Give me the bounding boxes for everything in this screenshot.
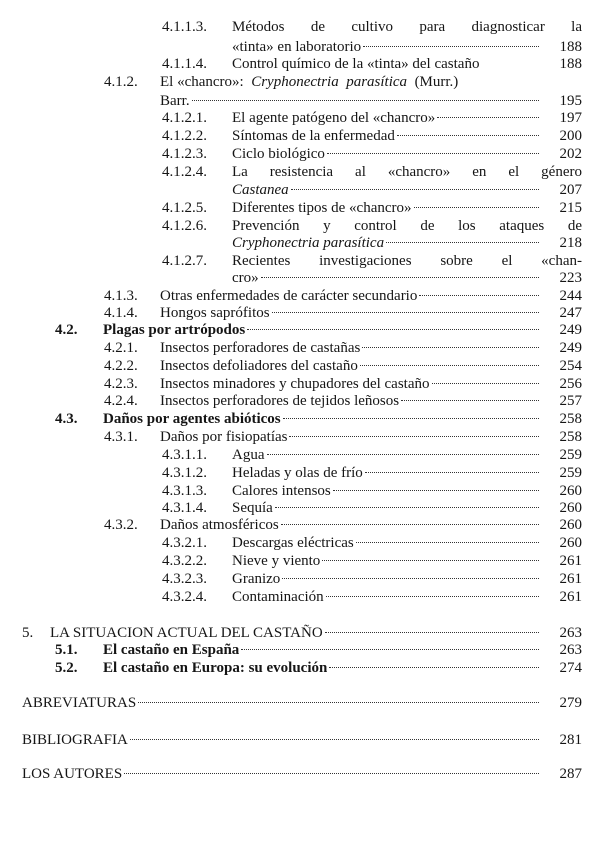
toc-entry-title: El castaño en España: [103, 642, 240, 658]
toc-entry-number: 4.2.4.: [104, 393, 138, 409]
toc-entry-number: 4.2.3.: [104, 376, 138, 392]
toc-entry-page: 188: [559, 39, 582, 55]
toc-entry-title: Control químico de la «tinta» del castaño: [232, 56, 480, 72]
dot-leader: [124, 773, 539, 774]
toc-entry-number: 4.1.2.3.: [162, 146, 207, 162]
toc-entry-number: 4.3.2.3.: [162, 571, 207, 587]
toc-entry-number: 4.1.2.1.: [162, 110, 207, 126]
dot-leader: [247, 329, 539, 330]
toc-entry-page: 258: [559, 411, 582, 427]
toc-entry[interactable]: [0, 54, 600, 74]
toc-entry-title: Insectos defoliadores del castaño: [160, 358, 358, 374]
toc-entry-number: 4.1.2.: [104, 74, 138, 90]
toc-entry-page: 254: [559, 358, 582, 374]
dot-leader: [329, 667, 539, 668]
toc-entry-title: Barr.: [160, 93, 190, 109]
toc-entry-page: 281: [559, 732, 582, 748]
toc-entry-page: 247: [559, 305, 582, 321]
toc-entry-number: 4.3.2.: [104, 517, 138, 533]
toc-entry-title: Calores intensos: [232, 483, 331, 499]
dot-leader: [283, 418, 539, 419]
toc-entry[interactable]: [0, 569, 600, 589]
toc-entry-title: Insectos perforadores de tejidos leñosos: [160, 393, 400, 409]
dot-leader: [282, 578, 539, 579]
toc-chapter[interactable]: [0, 730, 600, 750]
dot-leader: [192, 100, 539, 101]
toc-chapter[interactable]: [0, 764, 600, 784]
toc-entry-number: 4.1.1.4.: [162, 56, 207, 72]
toc-entry[interactable]: [0, 640, 600, 660]
dot-leader: [327, 153, 539, 154]
toc-entry-title: Otras enfermedades de carácter secundario: [160, 288, 418, 304]
dot-leader: [322, 560, 539, 561]
toc-entry[interactable]: [0, 198, 600, 218]
toc-entry-page: 287: [559, 766, 582, 782]
toc-entry-page: 260: [559, 535, 582, 551]
dot-leader: [362, 347, 539, 348]
toc-entry[interactable]: [0, 268, 600, 288]
dot-leader: [333, 490, 539, 491]
toc-entry-page: 195: [559, 93, 582, 109]
toc-entry-title: El castaño en Europa: su evolución: [103, 660, 328, 676]
toc-entry-page: 244: [559, 288, 582, 304]
toc-entry-page: 223: [559, 270, 582, 286]
toc-entry-title: ABREVIATURAS: [22, 695, 137, 711]
dot-leader: [360, 365, 539, 366]
toc-entry-title: Daños por fisiopatías: [160, 429, 288, 445]
toc-entry[interactable]: [0, 658, 600, 678]
dot-leader: [365, 472, 539, 473]
toc-entry[interactable]: [0, 533, 600, 553]
toc-entry-title: Ciclo biológico: [232, 146, 325, 162]
toc-entry[interactable]: [0, 391, 600, 411]
toc-entry-page: 207: [559, 182, 582, 198]
dot-leader: [291, 189, 539, 190]
dot-leader: [401, 400, 539, 401]
toc-entry-title: Insectos minadores y chupadores del castaño: [160, 376, 430, 392]
dot-leader: [272, 312, 539, 313]
toc-entry[interactable]: [0, 180, 600, 200]
toc-entry-page: 200: [559, 128, 582, 144]
toc-entry[interactable]: [0, 108, 600, 128]
toc-entry[interactable]: [0, 144, 600, 164]
toc-entry-title: El agente patógeno del «chancro»: [232, 110, 436, 126]
dot-leader: [325, 632, 539, 633]
toc-entry-page: 261: [559, 589, 582, 605]
toc-entry-title: Hongos saprófitos: [160, 305, 270, 321]
toc-entry-title: Sequía: [232, 500, 273, 516]
toc-entry-title: Castanea: [232, 182, 289, 198]
toc-entry[interactable]: [0, 338, 600, 358]
toc-entry-page: 215: [559, 200, 582, 216]
toc-entry-title: LA SITUACION ACTUAL DEL CASTAÑO: [50, 625, 323, 641]
toc-entry-number: 4.1.3.: [104, 288, 138, 304]
dot-leader: [432, 383, 540, 384]
toc-entry-title: Síntomas de la enfermedad: [232, 128, 395, 144]
toc-entry-title: cro»: [232, 270, 259, 286]
toc-entry-page: 279: [559, 695, 582, 711]
dot-leader: [275, 507, 539, 508]
toc-entry-title: Prevención y control de los ataques de: [232, 218, 582, 234]
toc-entry-title: «tinta» en laboratorio: [232, 39, 362, 55]
toc-entry-title: Diferentes tipos de «chancro»: [232, 200, 412, 216]
toc-entry-page: 261: [559, 571, 582, 587]
toc-entry-title: Descargas eléctricas: [232, 535, 354, 551]
toc-entry-page: 260: [559, 517, 582, 533]
toc-entry[interactable]: [0, 445, 600, 465]
toc-entry-number: 5.: [22, 625, 34, 641]
dot-leader: [419, 295, 539, 296]
toc-entry-page: 260: [559, 500, 582, 516]
dot-leader: [356, 542, 539, 543]
toc-entry-page: 256: [559, 376, 582, 392]
toc-entry-title: Insectos perforadores de castañas: [160, 340, 361, 356]
dot-leader: [386, 242, 539, 243]
toc-entry[interactable]: [0, 320, 600, 340]
toc-entry-page: 257: [559, 393, 582, 409]
toc-entry-title: Recientes investigaciones sobre el «chan-: [232, 253, 582, 269]
toc-entry[interactable]: [0, 162, 600, 182]
toc-entry-page: 249: [559, 322, 582, 338]
toc-entry-number: 4.3.1.4.: [162, 500, 207, 516]
dot-leader: [241, 649, 539, 650]
dot-leader: [437, 117, 539, 118]
toc-entry-number: 4.3.1.1.: [162, 447, 207, 463]
toc-entry-number: 4.3.1.: [104, 429, 138, 445]
toc-entry-number: 4.2.2.: [104, 358, 138, 374]
toc-entry-number: 4.3.: [55, 411, 78, 427]
dot-leader: [326, 596, 539, 597]
toc-entry-number: 5.1.: [55, 642, 78, 658]
toc-entry-page: 263: [559, 625, 582, 641]
dot-leader: [397, 135, 539, 136]
toc-entry-page: 263: [559, 642, 582, 658]
toc-entry-page: 258: [559, 429, 582, 445]
toc-entry-number: 4.3.2.2.: [162, 553, 207, 569]
toc-chapter[interactable]: [0, 693, 600, 713]
dot-leader: [138, 702, 539, 703]
dot-leader: [130, 739, 539, 740]
toc-entry[interactable]: [0, 463, 600, 483]
toc-entry-number: 4.3.1.2.: [162, 465, 207, 481]
toc-entry-title: LOS AUTORES: [22, 766, 123, 782]
toc-entry-page: 260: [559, 483, 582, 499]
toc-entry-page: 202: [559, 146, 582, 162]
toc-entry[interactable]: [0, 409, 600, 429]
toc-entry-number: 4.1.2.2.: [162, 128, 207, 144]
toc-entry-title: Granizo: [232, 571, 281, 587]
toc-entry[interactable]: [0, 356, 600, 376]
toc-entry[interactable]: [0, 515, 600, 535]
toc-entry-number: 4.3.2.1.: [162, 535, 207, 551]
toc-entry[interactable]: [0, 126, 600, 146]
toc-entry-number: 4.1.4.: [104, 305, 138, 321]
toc-entry-number: 4.1.2.5.: [162, 200, 207, 216]
toc-entry-title: Cryphonectria parasítica: [232, 235, 385, 251]
toc-entry-page: 218: [559, 235, 582, 251]
toc-entry-title: Contaminación: [232, 589, 324, 605]
toc-entry-title: Heladas y olas de frío: [232, 465, 363, 481]
toc-entry[interactable]: [0, 72, 600, 92]
toc-entry-title: Agua: [232, 447, 265, 463]
toc-entry-number: 4.2.1.: [104, 340, 138, 356]
toc-entry-page: 188: [559, 56, 582, 72]
toc-entry-number: 4.1.2.4.: [162, 164, 207, 180]
toc-entry-title: Métodos de cultivo para diagnosticar la: [232, 19, 582, 35]
toc-entry-page: 249: [559, 340, 582, 356]
dot-leader: [363, 46, 539, 47]
dot-leader: [414, 207, 539, 208]
dot-leader: [289, 436, 539, 437]
dot-leader: [267, 454, 540, 455]
toc-entry-number: 4.3.2.4.: [162, 589, 207, 605]
toc-entry-page: 259: [559, 465, 582, 481]
toc-entry-number: 4.2.: [55, 322, 78, 338]
toc-entry-number: 4.1.1.3.: [162, 19, 207, 35]
toc-entry-page: 197: [559, 110, 582, 126]
toc-entry[interactable]: [0, 551, 600, 571]
toc-entry-title: Daños atmosféricos: [160, 517, 279, 533]
toc-entry[interactable]: [0, 427, 600, 447]
toc-entry-number: 5.2.: [55, 660, 78, 676]
toc-entry-page: 261: [559, 553, 582, 569]
toc-entry-number: 4.1.2.6.: [162, 218, 207, 234]
toc-entry[interactable]: [0, 17, 600, 37]
toc-entry-title: El «chancro»: Cryphonectria parasítica (Murr.): [160, 74, 459, 90]
dot-leader: [281, 524, 539, 525]
toc-entry-title: Nieve y viento: [232, 553, 321, 569]
toc-entry-number: 4.3.1.3.: [162, 483, 207, 499]
toc-entry-number: 4.1.2.7.: [162, 253, 207, 269]
toc-entry-title: BIBLIOGRAFIA: [22, 732, 128, 748]
toc-entry-title: La resistencia al «chancro» en el género: [232, 164, 582, 180]
dot-leader: [261, 277, 539, 278]
toc-entry-page: 259: [559, 447, 582, 463]
toc-entry-title: Plagas por artrópodos: [103, 322, 246, 338]
toc-entry[interactable]: [0, 587, 600, 607]
toc-entry-page: 274: [559, 660, 582, 676]
toc-entry-title: Daños por agentes abióticos: [103, 411, 281, 427]
toc-entry[interactable]: [0, 233, 600, 253]
